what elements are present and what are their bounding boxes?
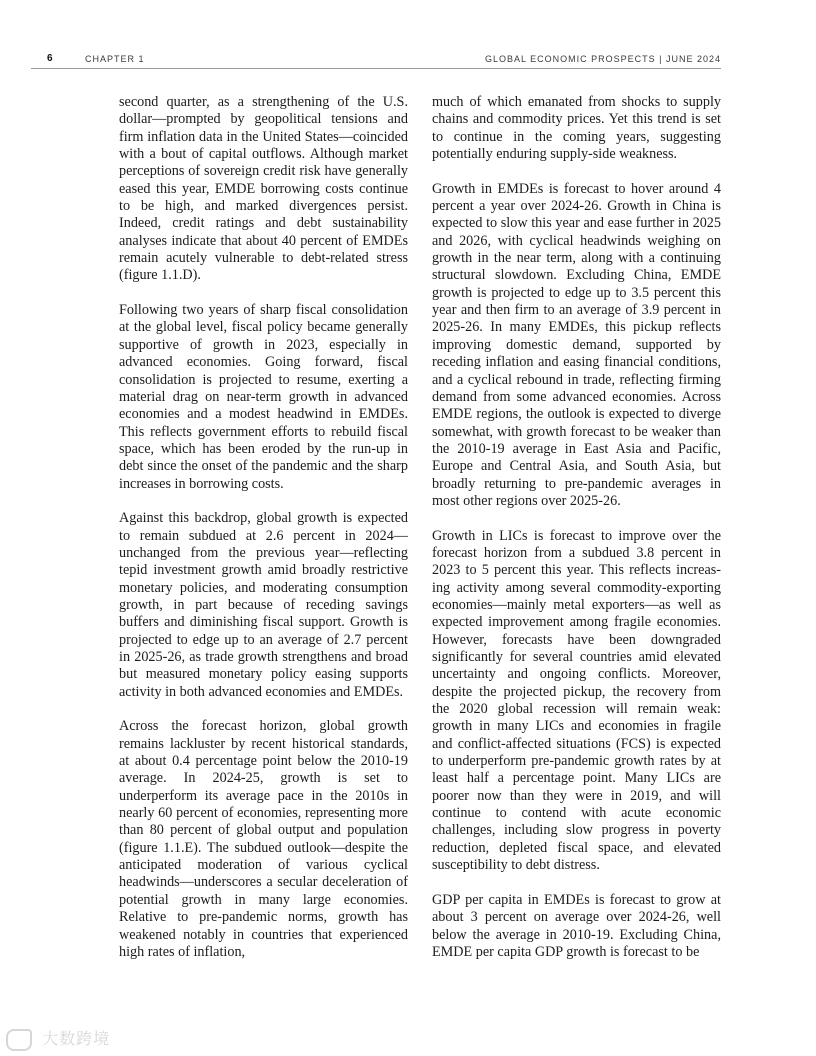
left-column bbox=[119, 94, 408, 979]
chapter-label: CHAPTER 1 bbox=[85, 54, 145, 64]
paragraph: Following two years of sharp fiscal consolidation at the global level, fiscal policy became generally supportive of growth in 2023, especially in advanced economies. Going forward, fiscal consolidation is projected to resume, exerting a material drag on near-term growth in advanced economies and a modest headwind in EMDEs. This reflects government efforts to rebuild fiscal space, which has been eroded by the run-up in debt since the onset of the pandemic and the sharp increases in borrowing costs. bbox=[119, 302, 408, 492]
page-number: 6 bbox=[47, 53, 53, 64]
watermark bbox=[6, 1026, 110, 1051]
paragraph: Growth in EMDEs is forecast to hover around 4 percent a year over 2024-26. Growth in China is expected to slow this year and ease further in 2025 and 2026, with cyclical headwinds weighing on growth in the near term, along with a continuing structural slowdown. Excluding China, EMDE growth is projected to edge up to 3.5 percent this year and then firm to an average of 3.9 percent in 2025-26. In many EMDEs, this pickup reflects improving domestic demand, supported by receding inflation and easing financial conditions, and a cyclical rebound in trade, reflecting firming demand from some advanced economies. Across EMDE regions, the outlook is expected to diverge somewhat, with growth forecast to be weaker than the 2010-19 average in East Asia and Pacific, Europe and Central Asia, and South Asia, but broadly returning to pre-pandemic averages in most other regions over 2025-26. bbox=[432, 180, 721, 509]
header-rule bbox=[31, 68, 721, 69]
watermark-text: 大数跨境 bbox=[42, 1029, 111, 1048]
paragraph: GDP per capita in EMDEs is forecast to grow at about 3 percent on average over 2024-26, well below the average in 2010-19. Excluding China, EMDE per capita GDP growth is forecast to be bbox=[432, 891, 721, 960]
paragraph: Growth in LICs is forecast to improve over the forecast horizon from a subdued 3.8 percent in 2023 to 5 percent this year. This reflects increasing activity among several commodity-exporting economies—mainly metal exporters—as well as expected improvement among fragile economies. However, forecasts have been downgraded significantly for several countries amid elevated uncertainty and ongoing conflicts. Moreover, despite the projected pickup, the recovery from the 2020 global recession will remain weak: growth in many LICs and economies in fragile and conflict-affected situations (FCS) is expected to underperform pre-pandemic growth rates by at least half a percentage point. Many LICs are poorer now than they were in 2019, and will continue to contend with acute economic challenges, including slow progress in poverty reduction, depleted fiscal space, and elevated susceptibility to debt distress. bbox=[432, 527, 721, 874]
paragraph: second quarter, as a strengthening of the U.S. dollar—prompted by geopolitical tensions and firm inflation data in the United States—coincided with a bout of capital outflows. Although market perceptions of sovereign credit risk have generally eased this year, EMDE borrowing costs continue to be high, and marked divergences persist. Indeed, credit ratings and debt sustainability analyses indicate that about 40 percent of EMDEs remain acutely vulnerable to debt-related stress (figure 1.1.D). bbox=[119, 94, 408, 284]
running-title: GLOBAL ECONOMIC PROSPECTS | JUNE 2024 bbox=[484, 54, 721, 64]
paragraph: much of which emanated from shocks to supply chains and commodity prices. Yet this trend is set to continue in the coming years, suggesting potentially enduring supply-side weakness. bbox=[432, 94, 721, 163]
watermark-logo-icon bbox=[6, 1029, 32, 1051]
page-header bbox=[31, 50, 721, 68]
right-column bbox=[432, 94, 721, 979]
paragraph: Against this backdrop, global growth is expected to remain subdued at 2.6 percent in 2024—unchanged from the previous year—reflecting tepid investment growth amid broadly restrictive monetary policies, and moderating consumption growth, in part because of receding savings buffers and diminishing fiscal support. Growth is projected to edge up to an average of 2.7 percent in 2025-26, as trade growth strengthens and broad but measured monetary policy easing supports activity in both advanced economies and EMDEs. bbox=[119, 510, 408, 700]
paragraph: Across the forecast horizon, global growth remains lackluster by recent historical standards, at about 0.4 percentage point below the 2010-19 average. In 2024-25, growth is set to underperform its average pace in the 2010s in nearly 60 percent of economies, representing more than 80 percent of global output and population (figure 1.1.E). The subdued outlook—despite the anticipated moderation of various cyclical headwinds—underscores a secular deceleration of potential growth in many large economies. Relative to pre-pandemic norms, growth has weakened notably in countries that experienced high rates of inflation, bbox=[119, 718, 408, 960]
